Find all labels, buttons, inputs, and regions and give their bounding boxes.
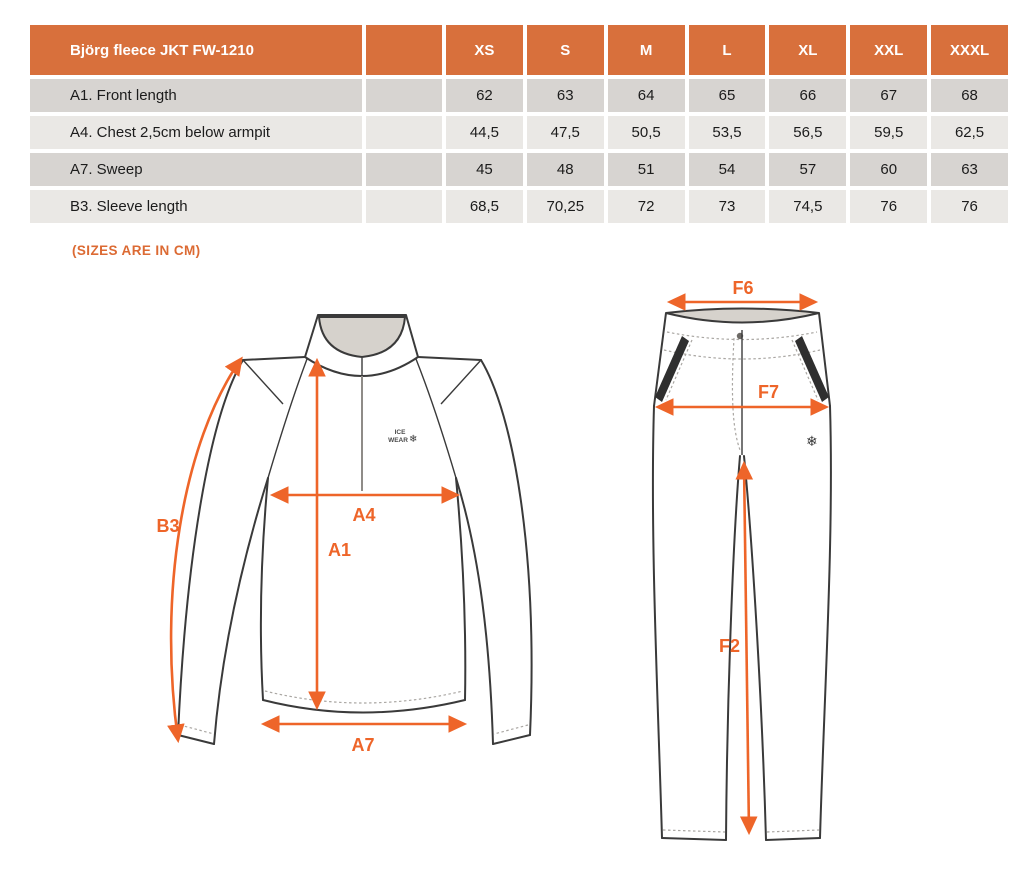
value-cell: 76: [931, 190, 1008, 223]
f2-arrow: [744, 464, 749, 832]
value-cell: 67: [850, 79, 927, 112]
size-col-header-xl: XL: [769, 25, 846, 75]
size-table: [30, 25, 1008, 223]
row-spacer-cell: [366, 116, 442, 149]
a7-label: A7: [351, 735, 375, 755]
row-spacer-cell: [366, 190, 442, 223]
size-col-header-l: L: [689, 25, 766, 75]
value-cell: 59,5: [850, 116, 927, 149]
row-label-front-length: A1. Front length: [30, 79, 362, 112]
size-col-header-xxxl: XXXL: [931, 25, 1008, 75]
value-cell: 73: [689, 190, 766, 223]
jacket-diagram: [140, 295, 560, 765]
size-col-header-xs: XS: [446, 25, 523, 75]
a1-label: A1: [328, 540, 352, 560]
row-spacer-cell: [366, 79, 442, 112]
value-cell: 70,25: [527, 190, 604, 223]
row-label-sweep: A7. Sweep: [30, 153, 362, 186]
f2-label: F2: [718, 636, 740, 656]
pants-outline: [653, 309, 831, 841]
value-cell: 66: [769, 79, 846, 112]
value-cell: 53,5: [689, 116, 766, 149]
waistband-inner: [666, 309, 819, 323]
units-note: (SIZES ARE IN CM): [72, 243, 201, 258]
right-pocket: [795, 336, 829, 402]
value-cell: 72: [608, 190, 685, 223]
left-pocket: [655, 336, 689, 402]
value-cell: 57: [769, 153, 846, 186]
value-cell: 45: [446, 153, 523, 186]
value-cell: 74,5: [769, 190, 846, 223]
value-cell: 76: [850, 190, 927, 223]
value-cell: 68: [931, 79, 1008, 112]
a4-label: A4: [352, 505, 376, 525]
value-cell: 47,5: [527, 116, 604, 149]
value-cell: 64: [608, 79, 685, 112]
value-cell: 56,5: [769, 116, 846, 149]
value-cell: 51: [608, 153, 685, 186]
jacket-outline: [178, 315, 532, 744]
value-cell: 65: [689, 79, 766, 112]
value-cell: 44,5: [446, 116, 523, 149]
row-spacer-cell: [366, 153, 442, 186]
pants-diagram: [636, 278, 848, 873]
row-label-chest: A4. Chest 2,5cm below armpit: [30, 116, 362, 149]
row-label-sleeve-length: B3. Sleeve length: [30, 190, 362, 223]
icewear-logo: [388, 429, 417, 445]
snowflake-icon: ❄: [806, 433, 818, 449]
f7-label: F7: [758, 382, 780, 402]
size-col-header-s: S: [527, 25, 604, 75]
f6-label: F6: [732, 278, 754, 298]
header-spacer-cell: [366, 25, 442, 75]
logo-text-line1: ICE: [394, 429, 406, 436]
collar-inner: [319, 317, 405, 357]
size-col-header-xxl: XXL: [850, 25, 927, 75]
value-cell: 62: [446, 79, 523, 112]
jacket-measurements: [156, 359, 464, 755]
value-cell: 63: [931, 153, 1008, 186]
product-title-cell: Björg fleece JKT FW-1210: [30, 25, 362, 75]
value-cell: 60: [850, 153, 927, 186]
size-col-header-m: M: [608, 25, 685, 75]
logo-text-line2: WEAR: [388, 437, 408, 444]
value-cell: 48: [527, 153, 604, 186]
value-cell: 62,5: [931, 116, 1008, 149]
snowflake-icon: ❄: [409, 434, 418, 445]
value-cell: 63: [527, 79, 604, 112]
value-cell: 68,5: [446, 190, 523, 223]
value-cell: 50,5: [608, 116, 685, 149]
value-cell: 54: [689, 153, 766, 186]
b3-label: B3: [156, 516, 180, 536]
